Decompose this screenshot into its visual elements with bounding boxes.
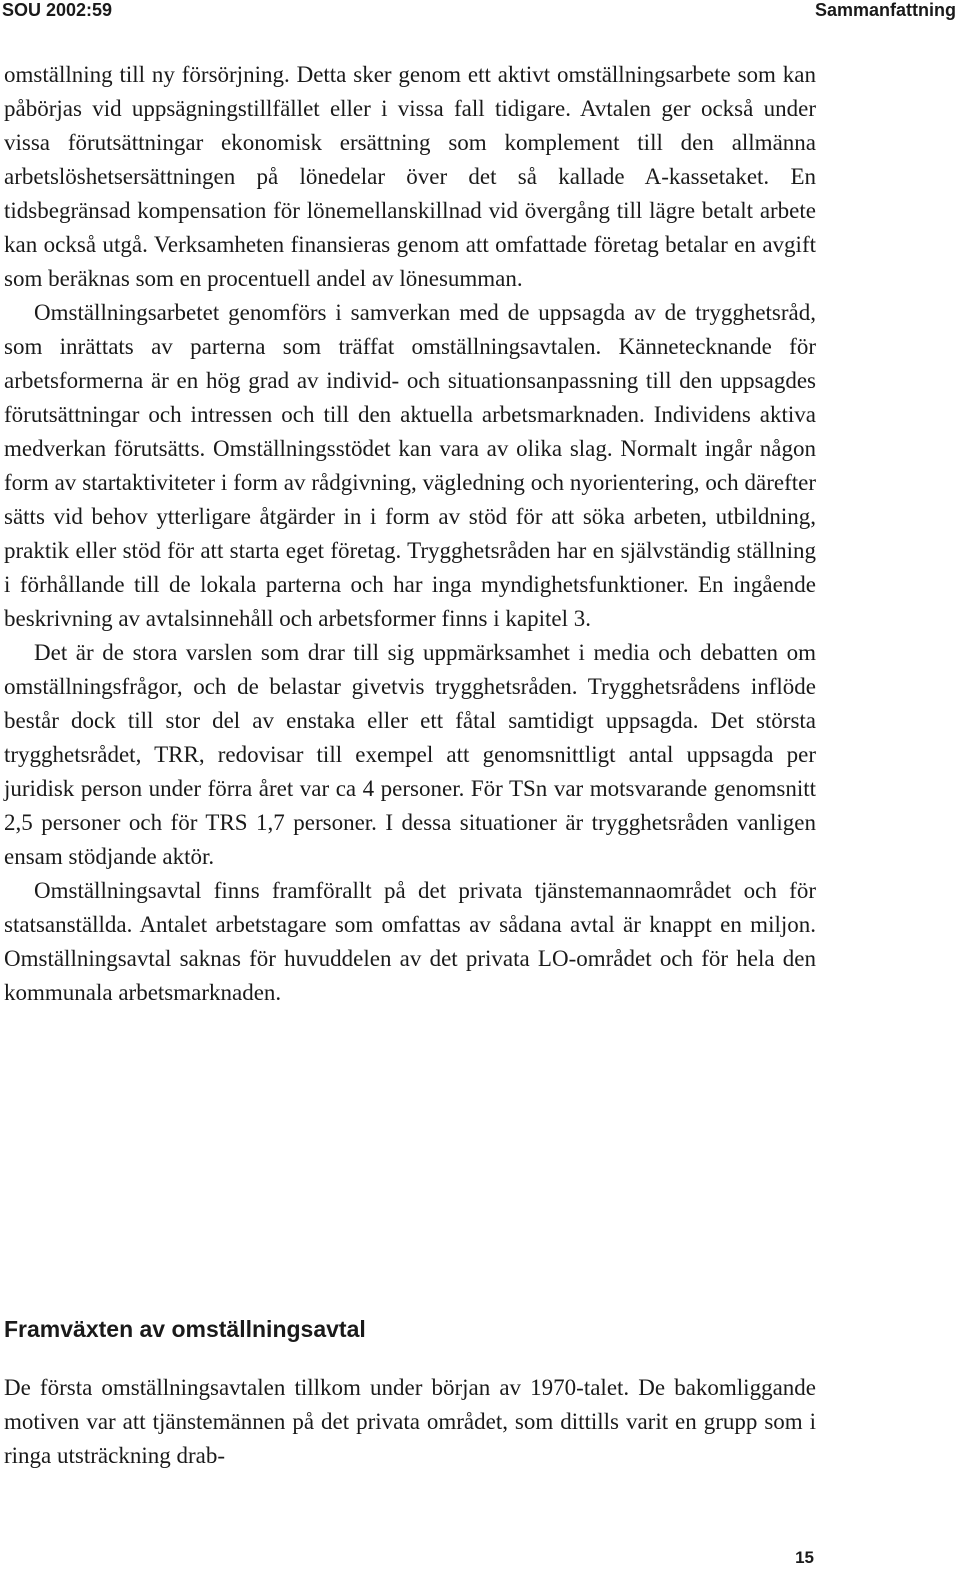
- section-heading: Framväxten av omställningsavtal: [4, 1316, 366, 1342]
- paragraph: Omställningsavtal finns framförallt på det privata tjänstemannaområdet och för statsanställda. Antalet arbetstagare som omfattas av sådana avtal är knappt en miljon. Omställningsavtal saknas för huvuddelen av det privata LO-området och för hela den kommunala arbetsmarknaden.: [4, 878, 816, 1005]
- section-title: Sammanfattning: [814, 0, 956, 20]
- paragraph: Det är de stora varslen som drar till sig uppmärksamhet i media och debatten om omställningsfrågor, och de belastar givetvis trygghetsråden. Trygghetsrådens inflöde består dock till stor del av enstaka eller ett fåtal samtidigt uppsagda. Det största trygghetsrådet, TRR, redovisar till exempel att genomsnittligt antal uppsagda per juridisk person under förra året var ca 4 personer. För TSn var motsvarande genomsnitt 2,5 personer och för TRS 1,7 personer. I dessa situationer är trygghetsråden vanligen ensam stödjande aktör.: [4, 640, 816, 869]
- paragraph: De första omställningsavtalen tillkom under början av 1970-talet. De bakomliggande motiven var att tjänstemännen på det privata området, som dittills varit en grupp som i ringa utsträckning drab-: [4, 1375, 816, 1468]
- paragraph: omställning till ny försörjning. Detta sker genom ett aktivt omställningsarbete som kan påbörjas vid uppsägningstillfället eller i vissa fall tidigare. Avtalen ger också under vissa förutsättningar ekonomisk ersättning som komplement till den allmänna arbetslöshetsersättningen på lönedelar över det så kallade A-kassetaket. En tidsbegränsad kompensation för lönemellanskillnad vid övergång till lägre betalt arbete kan också utgå. Verksamheten finansieras genom att omfattade företag betalar en avgift som beräknas som en procentuell andel av lönesumman.: [4, 62, 816, 291]
- paragraph: Omställningsarbetet genomförs i samverkan med de uppsagda av de trygghetsråd, som inrättats av parterna som träffat omställningsavtalen. Kännetecknande för arbetsformerna är en hög grad av individ- och situationsanpassning till den uppsagdes förutsättningar och intressen och till den aktuella arbetsmarknaden. Individens aktiva medverkan förutsätts. Omställningsstödet kan vara av olika slag. Normalt ingår någon form av startaktiviteter i form av rådgivning, vägledning och nyorientering, och därefter sätts vid behov ytterligare åtgärder in i form av stöd för att söka arbeten, utbildning, praktik eller stöd för att starta eget företag. Trygghetsråden har en självständig ställning i förhållande till de lokala parterna och har inga myndighetsfunktioner. En ingående beskrivning av avtalsinnehåll och arbetsformer finns i kapitel 3.: [4, 300, 816, 631]
- page-number: 15: [795, 1548, 814, 1567]
- running-header: [0, 0, 960, 24]
- section-body-text: [4, 1371, 816, 1473]
- body-text: [4, 58, 816, 1010]
- document-id: SOU 2002:59: [2, 0, 113, 20]
